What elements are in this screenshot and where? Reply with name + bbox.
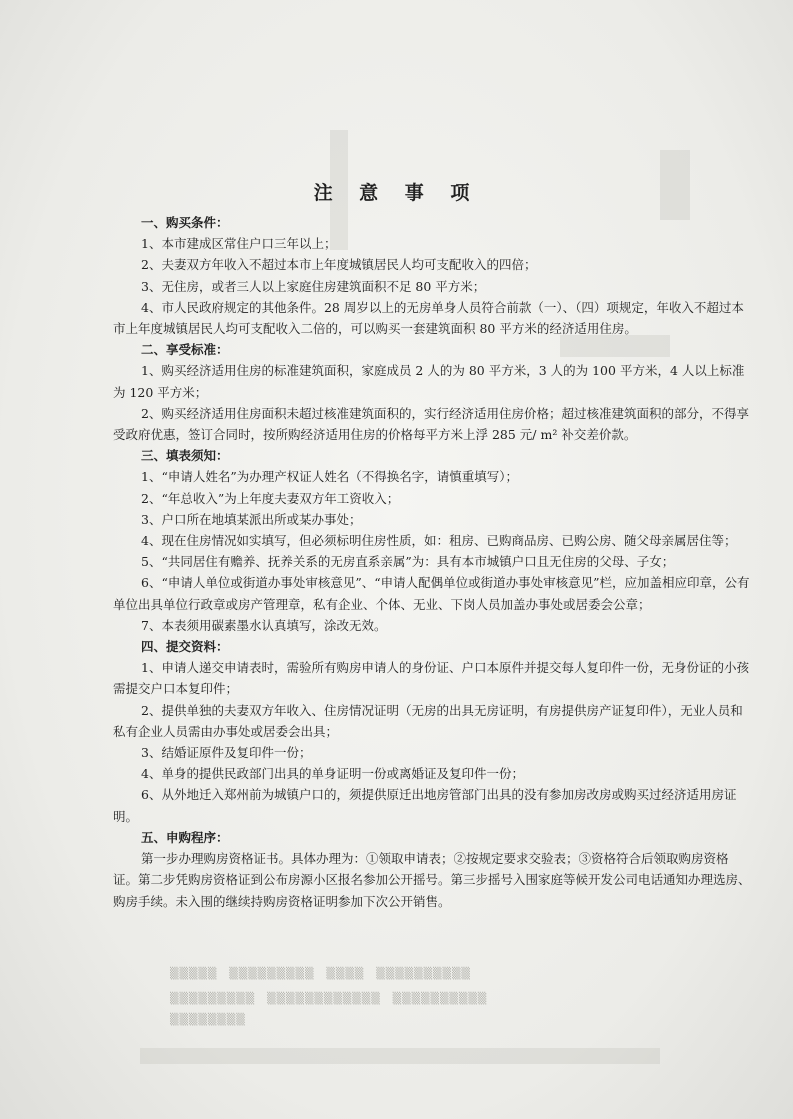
list-item: 2、提供单独的夫妻双方年收入、住房情况证明（无房的出具无房证明，有房提供房产证复印件），无业人员和私有企业人员需由办事处或居委会出具； bbox=[113, 702, 743, 739]
list-item: 1、购买经济适用住房的标准建筑面积，家庭成员 2 人的为 80 平方米，3 人的为 100 平方米，4 人以上标准为 120 平方米； bbox=[113, 363, 745, 400]
procedure-paragraph: 第一步办理购房资格证书。具体办理为：①领取申请表；②按规定要求交验表；③资格符合后领取购房资格证。第二步凭购房资格证到公布房源小区报名参加公开摇号。第三步摇号入围家庭等候开发公司电话通知办理选房、购房手续。未入围的继续持购房资格证明参加下次公开销售。 bbox=[113, 851, 751, 909]
list-item: 1、本市建成区常住户口三年以上； bbox=[141, 236, 337, 252]
bleed-through-text: ▒▒▒▒▒▒▒▒ bbox=[170, 1013, 246, 1026]
list-item: 1、“申请人姓名”为办理产权证人姓名（不得换名字，请慎重填写）； bbox=[141, 469, 518, 485]
bleed-through-mark bbox=[140, 1048, 660, 1064]
section-heading: 五、申购程序： bbox=[141, 829, 229, 845]
list-item: 4、单身的提供民政部门出具的单身证明一份或离婚证及复印件一份； bbox=[141, 766, 524, 782]
notice-body bbox=[113, 212, 753, 912]
section-heading: 三、填表须知： bbox=[141, 448, 229, 464]
page-title: 注 意 事 项 bbox=[313, 182, 480, 204]
list-item: 6、“申请人单位或街道办事处审核意见”、“申请人配偶单位或街道办事处审核意见”栏，应加盖相应印章，公有单位出具单位行政章或房产管理章，私有企业、个体、无业、下岗人员加盖办事处或居委会公章； bbox=[113, 575, 750, 612]
list-item: 2、购买经济适用住房面积未超过核准建筑面积的，实行经济适用住房价格；超过核准建筑面积的部分，不得享受政府优惠，签订合同时，按所购经济适用住房的价格每平方米上浮 285 元/ m² 补交差价款。 bbox=[113, 405, 749, 443]
list-item: 3、无住房，或者三人以上家庭住房建筑面积不足 80 平方米； bbox=[141, 278, 486, 294]
section-heading: 四、提交资料： bbox=[141, 639, 229, 655]
section-heading: 一、购买条件： bbox=[141, 215, 229, 230]
list-item: 4、现在住房情况如实填写，但必须标明住房性质，如：租房、已购商品房、已购公房、随父母亲属居住等； bbox=[141, 533, 737, 549]
list-item: 3、结婚证原件及复印件一份； bbox=[141, 745, 312, 761]
list-item: 3、户口所在地填某派出所或某办事处； bbox=[141, 511, 362, 527]
list-item: 5、“共同居住有赡养、抚养关系的无房直系亲属”为：具有本市城镇户口且无住房的父母、子女； bbox=[141, 554, 675, 570]
bleed-through-text: ▒▒▒▒▒▒▒▒▒ ▒▒▒▒▒▒▒▒▒▒▒▒ ▒▒▒▒▒▒▒▒▒▒ bbox=[170, 992, 488, 1005]
list-item: 6、从外地迁入郑州前为城镇户口的，须提供原迁出地房管部门出具的没有参加房改房或购买过经济适用房证明。 bbox=[113, 787, 737, 824]
list-item: 1、申请人递交申请表时，需验所有购房申请人的身份证、户口本原件并提交每人复印件一份，无身份证的小孩需提交户口本复印件； bbox=[113, 660, 749, 697]
list-item: 2、“年总收入”为上年度夫妻双方年工资收入； bbox=[141, 490, 400, 506]
section-heading: 二、享受标准： bbox=[141, 342, 229, 358]
list-item: 7、本表须用碳素墨水认真填写，涂改无效。 bbox=[141, 617, 387, 633]
bleed-through-text: ▒▒▒▒▒ ▒▒▒▒▒▒▒▒▒ ▒▒▒▒ ▒▒▒▒▒▒▒▒▒▒ bbox=[170, 967, 471, 980]
list-item: 4、市人民政府规定的其他条件。28 周岁以上的无房单身人员符合前款（一）、（四）项规定，年收入不超过本市上年度城镇居民人均可支配收入二倍的，可以购买一套建筑面积 80 平方米的经济适用住房。 bbox=[113, 299, 744, 337]
list-item: 2、夫妻双方年收入不超过本市上年度城镇居民人均可支配收入的四倍； bbox=[141, 257, 537, 273]
